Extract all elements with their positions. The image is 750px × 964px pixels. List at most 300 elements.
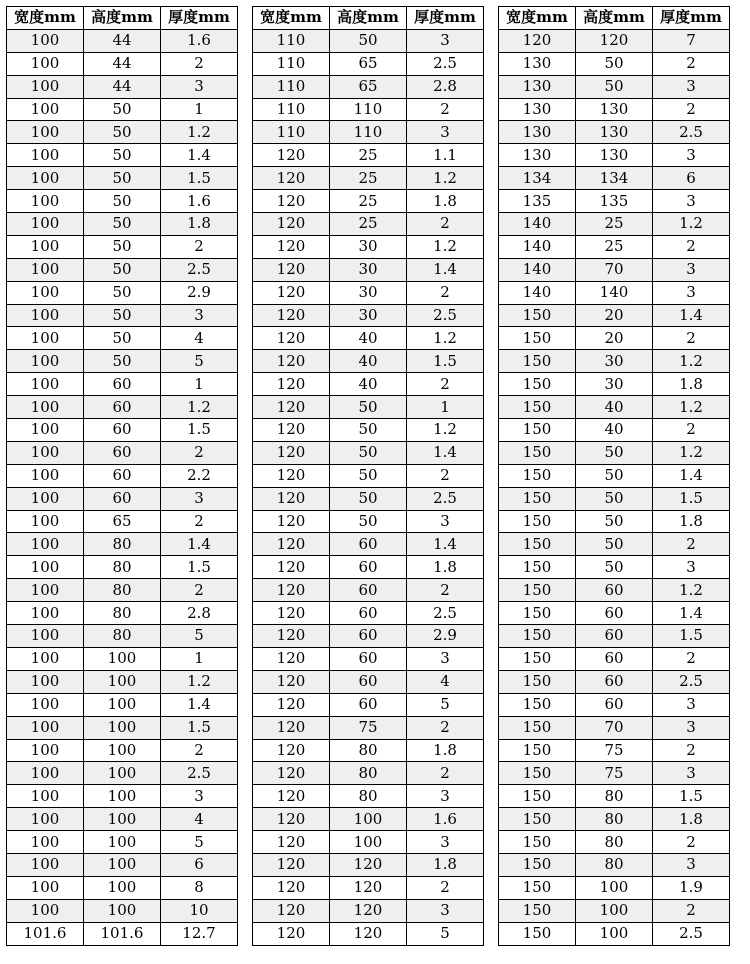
cell-height: 120 [576, 29, 653, 52]
cell-thickness: 2 [653, 52, 730, 75]
cell-height: 50 [84, 350, 161, 373]
table-row [253, 167, 484, 190]
cell-thickness: 1.8 [653, 510, 730, 533]
cell-width: 100 [7, 213, 84, 236]
table-row [253, 144, 484, 167]
cell-width: 150 [499, 647, 576, 670]
cell-thickness: 5 [407, 922, 484, 945]
cell-height: 50 [84, 327, 161, 350]
cell-height: 80 [84, 625, 161, 648]
table-row [253, 235, 484, 258]
table-row [499, 29, 730, 52]
cell-thickness: 2.5 [407, 487, 484, 510]
cell-height: 101.6 [84, 922, 161, 945]
header-height: 高度mm [576, 7, 653, 30]
table-row [7, 441, 238, 464]
cell-height: 80 [330, 739, 407, 762]
cell-height: 100 [84, 899, 161, 922]
table-row [499, 693, 730, 716]
cell-width: 120 [253, 396, 330, 419]
table-row [253, 327, 484, 350]
cell-width: 100 [7, 556, 84, 579]
cell-width: 100 [7, 281, 84, 304]
cell-width: 100 [7, 419, 84, 442]
table-row [253, 670, 484, 693]
cell-width: 120 [499, 29, 576, 52]
spec-table-1 [6, 6, 238, 946]
cell-height: 65 [84, 510, 161, 533]
cell-height: 60 [330, 693, 407, 716]
cell-thickness: 1.8 [653, 373, 730, 396]
cell-thickness: 3 [653, 190, 730, 213]
table-row [499, 190, 730, 213]
table-row [253, 281, 484, 304]
cell-thickness: 1.2 [407, 235, 484, 258]
cell-height: 50 [330, 419, 407, 442]
table-row [253, 121, 484, 144]
cell-height: 80 [84, 579, 161, 602]
table-row [499, 75, 730, 98]
cell-thickness: 3 [653, 693, 730, 716]
cell-height: 70 [576, 716, 653, 739]
cell-thickness: 1.6 [407, 808, 484, 831]
table-row [253, 625, 484, 648]
cell-thickness: 1.4 [653, 464, 730, 487]
cell-height: 135 [576, 190, 653, 213]
cell-thickness: 1.4 [161, 533, 238, 556]
cell-width: 150 [499, 579, 576, 602]
cell-thickness: 2 [407, 281, 484, 304]
cell-width: 140 [499, 281, 576, 304]
cell-thickness: 1 [161, 373, 238, 396]
cell-thickness: 3 [653, 258, 730, 281]
table-row [253, 75, 484, 98]
table-row [499, 533, 730, 556]
cell-thickness: 12.7 [161, 922, 238, 945]
cell-width: 150 [499, 899, 576, 922]
cell-thickness: 8 [161, 876, 238, 899]
cell-height: 80 [576, 831, 653, 854]
cell-thickness: 3 [653, 762, 730, 785]
table-row [7, 579, 238, 602]
cell-width: 120 [253, 510, 330, 533]
cell-width: 150 [499, 922, 576, 945]
table-row [253, 533, 484, 556]
cell-thickness: 1.2 [407, 327, 484, 350]
cell-height: 60 [84, 419, 161, 442]
cell-thickness: 2 [407, 716, 484, 739]
cell-width: 100 [7, 52, 84, 75]
cell-width: 100 [7, 808, 84, 831]
cell-height: 25 [576, 235, 653, 258]
cell-thickness: 1 [161, 647, 238, 670]
cell-height: 30 [576, 373, 653, 396]
cell-thickness: 3 [407, 510, 484, 533]
table-row [499, 487, 730, 510]
cell-width: 150 [499, 762, 576, 785]
cell-height: 50 [330, 396, 407, 419]
header-thickness: 厚度mm [161, 7, 238, 30]
table-row [7, 144, 238, 167]
table-row [253, 922, 484, 945]
cell-thickness: 2.8 [407, 75, 484, 98]
cell-width: 120 [253, 808, 330, 831]
cell-width: 134 [499, 167, 576, 190]
table-row [7, 853, 238, 876]
cell-height: 50 [84, 144, 161, 167]
cell-width: 150 [499, 304, 576, 327]
cell-height: 130 [576, 98, 653, 121]
table-row [499, 510, 730, 533]
cell-width: 150 [499, 808, 576, 831]
cell-height: 130 [576, 144, 653, 167]
cell-thickness: 2 [161, 52, 238, 75]
table-row [7, 625, 238, 648]
cell-width: 100 [7, 235, 84, 258]
table-row [7, 693, 238, 716]
cell-thickness: 1.2 [407, 419, 484, 442]
cell-width: 120 [253, 693, 330, 716]
table-row [7, 808, 238, 831]
cell-thickness: 3 [161, 785, 238, 808]
table-row [499, 556, 730, 579]
cell-height: 25 [330, 190, 407, 213]
table-row [253, 876, 484, 899]
cell-width: 120 [253, 647, 330, 670]
table-row [499, 670, 730, 693]
cell-width: 150 [499, 716, 576, 739]
table-row [7, 29, 238, 52]
cell-height: 50 [576, 441, 653, 464]
table-row [253, 579, 484, 602]
cell-width: 150 [499, 396, 576, 419]
cell-thickness: 1.8 [653, 808, 730, 831]
cell-thickness: 2 [653, 419, 730, 442]
cell-thickness: 3 [407, 785, 484, 808]
cell-width: 100 [7, 625, 84, 648]
table-row [7, 647, 238, 670]
cell-height: 44 [84, 52, 161, 75]
cell-height: 100 [576, 876, 653, 899]
cell-width: 120 [253, 487, 330, 510]
cell-height: 120 [330, 853, 407, 876]
cell-height: 50 [84, 121, 161, 144]
cell-height: 25 [330, 144, 407, 167]
table-row [7, 258, 238, 281]
table-row [7, 190, 238, 213]
table-row [7, 98, 238, 121]
header-row [253, 7, 484, 30]
cell-height: 120 [330, 876, 407, 899]
cell-height: 40 [330, 350, 407, 373]
table-row [499, 213, 730, 236]
cell-width: 100 [7, 144, 84, 167]
cell-thickness: 2.5 [653, 922, 730, 945]
cell-height: 50 [84, 281, 161, 304]
cell-width: 110 [253, 75, 330, 98]
cell-thickness: 1.2 [653, 350, 730, 373]
table-row [499, 144, 730, 167]
cell-thickness: 2 [653, 899, 730, 922]
cell-width: 100 [7, 510, 84, 533]
table-row [499, 304, 730, 327]
cell-height: 60 [330, 556, 407, 579]
cell-height: 40 [576, 419, 653, 442]
cell-width: 150 [499, 785, 576, 808]
cell-width: 150 [499, 831, 576, 854]
cell-height: 60 [330, 602, 407, 625]
cell-thickness: 3 [653, 281, 730, 304]
cell-thickness: 1.5 [161, 167, 238, 190]
cell-width: 110 [253, 98, 330, 121]
cell-width: 100 [7, 739, 84, 762]
header-row [7, 7, 238, 30]
cell-thickness: 1.4 [407, 533, 484, 556]
cell-thickness: 4 [407, 670, 484, 693]
cell-width: 130 [499, 144, 576, 167]
table-row [499, 625, 730, 648]
table-row [499, 922, 730, 945]
cell-width: 100 [7, 75, 84, 98]
cell-width: 101.6 [7, 922, 84, 945]
cell-thickness: 2 [407, 876, 484, 899]
cell-width: 120 [253, 602, 330, 625]
cell-height: 100 [84, 739, 161, 762]
cell-height: 30 [330, 304, 407, 327]
table-row [253, 464, 484, 487]
cell-height: 60 [576, 625, 653, 648]
cell-width: 100 [7, 258, 84, 281]
table-row [499, 258, 730, 281]
table-row [253, 831, 484, 854]
cell-width: 120 [253, 213, 330, 236]
cell-height: 25 [330, 213, 407, 236]
cell-width: 100 [7, 121, 84, 144]
cell-height: 110 [330, 98, 407, 121]
cell-height: 50 [576, 75, 653, 98]
cell-width: 130 [499, 52, 576, 75]
table-row [499, 235, 730, 258]
cell-width: 110 [253, 29, 330, 52]
cell-height: 100 [330, 831, 407, 854]
cell-thickness: 2 [653, 235, 730, 258]
cell-thickness: 1.1 [407, 144, 484, 167]
cell-thickness: 3 [653, 556, 730, 579]
cell-width: 150 [499, 739, 576, 762]
table-row [7, 327, 238, 350]
cell-thickness: 1.6 [161, 190, 238, 213]
cell-width: 150 [499, 373, 576, 396]
cell-height: 75 [330, 716, 407, 739]
cell-height: 20 [576, 304, 653, 327]
cell-width: 100 [7, 441, 84, 464]
cell-height: 100 [84, 831, 161, 854]
table-row [253, 29, 484, 52]
cell-height: 50 [84, 213, 161, 236]
cell-height: 60 [330, 579, 407, 602]
cell-height: 25 [576, 213, 653, 236]
table-row [499, 716, 730, 739]
cell-width: 120 [253, 579, 330, 602]
table-row [499, 121, 730, 144]
cell-width: 120 [253, 350, 330, 373]
cell-width: 120 [253, 441, 330, 464]
cell-width: 150 [499, 853, 576, 876]
cell-height: 80 [84, 556, 161, 579]
cell-thickness: 3 [407, 121, 484, 144]
table-row [253, 190, 484, 213]
cell-width: 120 [253, 625, 330, 648]
table-row [499, 808, 730, 831]
cell-thickness: 1.2 [161, 121, 238, 144]
cell-width: 120 [253, 762, 330, 785]
cell-height: 50 [330, 487, 407, 510]
cell-height: 100 [330, 808, 407, 831]
cell-thickness: 3 [161, 304, 238, 327]
table-row [499, 281, 730, 304]
cell-height: 60 [576, 602, 653, 625]
cell-height: 60 [330, 647, 407, 670]
cell-width: 100 [7, 579, 84, 602]
table-row [253, 98, 484, 121]
cell-width: 130 [499, 121, 576, 144]
cell-width: 100 [7, 831, 84, 854]
cell-width: 120 [253, 373, 330, 396]
cell-height: 80 [330, 785, 407, 808]
table-row [7, 487, 238, 510]
cell-width: 100 [7, 487, 84, 510]
table-row [499, 579, 730, 602]
table-row [499, 327, 730, 350]
table-row [7, 922, 238, 945]
table-row [499, 52, 730, 75]
cell-thickness: 3 [653, 716, 730, 739]
table-row [253, 258, 484, 281]
table-row [253, 785, 484, 808]
cell-thickness: 1.8 [161, 213, 238, 236]
cell-width: 120 [253, 556, 330, 579]
cell-height: 100 [84, 670, 161, 693]
cell-height: 44 [84, 29, 161, 52]
table-row [253, 762, 484, 785]
cell-thickness: 2 [653, 533, 730, 556]
cell-width: 150 [499, 419, 576, 442]
cell-thickness: 1.5 [161, 716, 238, 739]
table-row [499, 739, 730, 762]
table-row [7, 762, 238, 785]
table-row [499, 602, 730, 625]
table-row [7, 121, 238, 144]
cell-height: 70 [576, 258, 653, 281]
cell-height: 50 [576, 464, 653, 487]
table-row [499, 876, 730, 899]
cell-thickness: 1.5 [161, 419, 238, 442]
cell-thickness: 1.4 [161, 693, 238, 716]
cell-width: 120 [253, 190, 330, 213]
cell-width: 100 [7, 373, 84, 396]
cell-thickness: 1.4 [653, 602, 730, 625]
cell-height: 140 [576, 281, 653, 304]
cell-height: 50 [84, 235, 161, 258]
table-row [253, 304, 484, 327]
cell-thickness: 4 [161, 327, 238, 350]
cell-thickness: 10 [161, 899, 238, 922]
cell-height: 100 [84, 785, 161, 808]
cell-height: 30 [330, 235, 407, 258]
table-row [253, 899, 484, 922]
cell-width: 100 [7, 762, 84, 785]
cell-thickness: 5 [161, 831, 238, 854]
cell-thickness: 2 [161, 441, 238, 464]
cell-width: 120 [253, 739, 330, 762]
cell-thickness: 1.5 [653, 487, 730, 510]
cell-height: 134 [576, 167, 653, 190]
table-row [253, 647, 484, 670]
cell-height: 50 [330, 441, 407, 464]
table-row [7, 899, 238, 922]
table-row [7, 52, 238, 75]
cell-thickness: 2.5 [161, 258, 238, 281]
header-width: 宽度mm [7, 7, 84, 30]
cell-height: 50 [84, 304, 161, 327]
cell-width: 120 [253, 899, 330, 922]
cell-width: 150 [499, 464, 576, 487]
cell-width: 100 [7, 876, 84, 899]
cell-height: 50 [576, 487, 653, 510]
cell-thickness: 1.4 [653, 304, 730, 327]
table-row [499, 98, 730, 121]
table-row [253, 693, 484, 716]
cell-width: 130 [499, 75, 576, 98]
cell-height: 60 [576, 670, 653, 693]
table-row [499, 464, 730, 487]
cell-thickness: 2 [161, 510, 238, 533]
cell-height: 120 [330, 899, 407, 922]
table-row [7, 785, 238, 808]
cell-width: 100 [7, 785, 84, 808]
table-row [7, 304, 238, 327]
cell-height: 80 [330, 762, 407, 785]
cell-width: 150 [499, 487, 576, 510]
cell-width: 100 [7, 647, 84, 670]
cell-thickness: 1 [407, 396, 484, 419]
table-row [7, 670, 238, 693]
cell-height: 100 [84, 647, 161, 670]
table-row [7, 373, 238, 396]
cell-width: 135 [499, 190, 576, 213]
header-thickness: 厚度mm [653, 7, 730, 30]
cell-width: 100 [7, 304, 84, 327]
table-row [499, 373, 730, 396]
cell-width: 110 [253, 52, 330, 75]
table-row [499, 167, 730, 190]
cell-thickness: 6 [653, 167, 730, 190]
cell-thickness: 1.5 [407, 350, 484, 373]
cell-height: 60 [576, 647, 653, 670]
table-row [253, 510, 484, 533]
cell-thickness: 1.5 [161, 556, 238, 579]
cell-thickness: 5 [407, 693, 484, 716]
cell-width: 100 [7, 327, 84, 350]
cell-height: 60 [84, 441, 161, 464]
cell-thickness: 2 [653, 327, 730, 350]
cell-height: 100 [84, 876, 161, 899]
table-row [499, 785, 730, 808]
cell-height: 40 [576, 396, 653, 419]
spec-table-3 [498, 6, 730, 946]
cell-thickness: 3 [407, 29, 484, 52]
cell-height: 50 [330, 29, 407, 52]
